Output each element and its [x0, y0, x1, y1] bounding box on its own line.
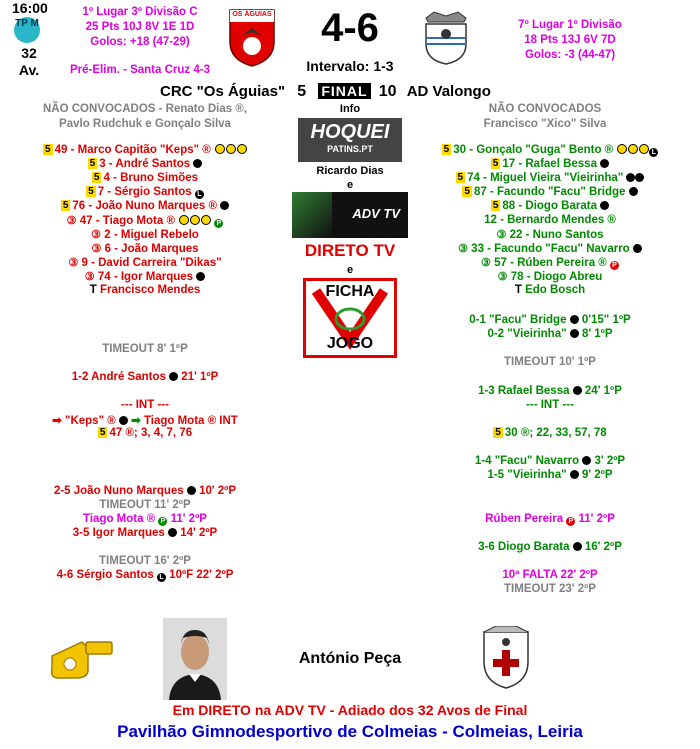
- away-absent-names: Francisco "Xico" Silva: [483, 118, 607, 130]
- home-player-row: ③ 2 - Miguel Rebelo: [91, 229, 199, 241]
- away-player-name: 87 - Facundo "Facu" Bridge: [473, 186, 626, 198]
- home-team-name: CRC "Os Águias": [160, 83, 286, 100]
- away-player-name: 12 - Bernardo Mendes ®: [484, 214, 616, 226]
- away-player-name: 88 - Diogo Barata: [502, 200, 597, 212]
- home-note: Pré-Elim. - Santa Cruz 4-3: [70, 64, 210, 76]
- home-goals: Golos: +18 (47-29): [90, 36, 190, 48]
- away-final-score: 10: [378, 83, 397, 100]
- away-player-row: ③ 33 - Facundo "Facu" Navarro: [420, 242, 680, 255]
- away-fives: 5 30 ®; 22, 33, 57, 78: [495, 427, 607, 439]
- home-player-name: 4 - Bruno Simões: [103, 172, 199, 184]
- home-player-name: Francisco Mendes: [99, 284, 201, 296]
- referee-name: António Peça: [298, 650, 402, 667]
- home-timeout: TIMEOUT 8' 1ºP: [102, 343, 188, 355]
- away-player-name: 33 - Facundo "Facu" Navarro: [471, 243, 630, 255]
- direto-tv-label: DIRETO TV: [304, 241, 396, 260]
- home-final-score: 5: [297, 83, 307, 100]
- away-goals: Golos: -3 (44-47): [524, 49, 616, 61]
- away-player-row: 5 87 - Facundo "Facu" Bridge: [420, 186, 680, 198]
- away-position: 7º Lugar 1º Divisão: [518, 19, 622, 31]
- home-player-name: 47 - Tiago Mota ®: [79, 215, 175, 227]
- away-absent-title: NÃO CONVOCADOS: [488, 103, 602, 115]
- whistle-icon: [48, 634, 114, 682]
- away-player-name: 17 - Rafael Bessa: [502, 158, 597, 170]
- away-goal-event: 1-5 "Vieirinha" 9' 2ºP: [487, 469, 613, 481]
- home-club-logo: [228, 8, 276, 68]
- home-player-name: 9 - David Carreira "Dikas": [81, 257, 222, 269]
- info-label: Info: [339, 103, 361, 115]
- home-player-row: 5 3 - André Santos: [20, 158, 270, 170]
- home-timeout: TIMEOUT 11' 2ºP: [99, 499, 191, 511]
- home-substitution: ➡ "Keps" ® ➡ Tiago Mota ® INT: [52, 415, 238, 427]
- home-absent-names: Pavlo Rudchuk e Gonçalo Silva: [59, 118, 231, 130]
- away-stats: 18 Pts 13J 6V 7D: [524, 34, 616, 46]
- home-goal-event: 1-2 André Santos 21' 1ºP: [71, 371, 219, 383]
- away-goal-event: 3-6 Diogo Barata 16' 2ºP: [478, 541, 622, 553]
- home-player-name: 76 - João Nuno Marques ®: [72, 200, 217, 212]
- home-goal-event: 4-6 Sérgio Santos L 10ºF 22' 2ºP: [56, 569, 234, 581]
- away-goal-event: 0-1 "Facu" Bridge 0'15" 1ºP: [469, 314, 631, 326]
- interval-score: Intervalo: 1-3: [306, 58, 394, 74]
- match-time: 16:00: [12, 0, 48, 16]
- sub-out-icon: ➡: [52, 415, 62, 427]
- home-absent-title: NÃO CONVOCADOS - Renato Dias ®,: [43, 103, 247, 115]
- away-goal-event: 1-3 Rafael Bessa 24' 1ºP: [478, 385, 622, 397]
- home-player-row: ③ 9 - David Carreira "Dikas": [68, 257, 222, 269]
- status-badge: FINAL: [318, 83, 370, 99]
- away-club-logo: [420, 10, 472, 66]
- credit-name: Ricardo Dias: [316, 165, 384, 177]
- ficha-logo-top: FICHA: [325, 283, 375, 300]
- away-timeout: TIMEOUT 10' 1ºP: [504, 356, 596, 368]
- and-label-1: e: [346, 179, 354, 191]
- away-team-name: AD Valongo: [406, 83, 491, 100]
- home-player-name: 6 - João Marques: [104, 243, 199, 255]
- away-player-row: ③ 57 - Rúben Pereira ® P: [420, 256, 680, 270]
- away-goal-event: 1-4 "Facu" Navarro 3' 2ºP: [474, 455, 626, 467]
- away-player-row: ③ 22 - Nuno Santos: [496, 229, 604, 241]
- away-player-row: 5 88 - Diogo Barata: [420, 200, 680, 212]
- hoquei-logo-title: HOQUEI: [310, 121, 390, 143]
- home-goal-event: 3-5 Igor Marques 14' 2ºP: [72, 527, 218, 539]
- ficha-jogo-logo[interactable]: [303, 278, 397, 358]
- home-player-row: ③ 74 - Igor Marques: [20, 270, 270, 283]
- away-player-name: 74 - Miguel Vieira "Vieirinha": [467, 172, 624, 184]
- away-interval: --- INT ---: [526, 399, 574, 411]
- away-timeout: TIMEOUT 23' 2ºP: [504, 583, 596, 595]
- home-player-row: 5 76 - João Nuno Marques ®: [20, 200, 270, 212]
- home-player-row: T Francisco Mendes: [89, 284, 201, 296]
- away-player-name: 78 - Diogo Abreu: [510, 271, 603, 283]
- home-stats: 25 Pts 10J 8V 1E 1D: [85, 21, 195, 33]
- home-position: 1º Lugar 3º Divisão C: [82, 6, 198, 18]
- away-player-row: [420, 214, 680, 226]
- and-label-2: e: [346, 264, 354, 276]
- home-player-row: 5 49 - Marco Capitão "Keps" ®: [20, 144, 270, 156]
- tpm-logo-text: TP M: [15, 18, 39, 29]
- home-player-row: 5 4 - Bruno Simões: [93, 172, 199, 184]
- federation-crest: [476, 626, 536, 690]
- adv-tv-logo-text: ADV TV: [352, 206, 400, 221]
- adv-tv-logo[interactable]: [292, 192, 408, 238]
- away-player-name: Edo Bosch: [525, 284, 586, 296]
- home-timeout: TIMEOUT 16' 2ºP: [99, 555, 191, 567]
- home-interval: --- INT ---: [121, 399, 169, 411]
- away-goal-event: 0-2 "Vieirinha" 8' 1ºP: [487, 328, 613, 340]
- home-fives: 5 47 ®; 3, 4, 7, 76: [99, 427, 193, 439]
- away-player-row: T Edo Bosch: [514, 284, 586, 296]
- away-card-event: Rúben Pereira P 11' 2ºP: [485, 513, 615, 525]
- home-player-name: 74 - Igor Marques: [97, 271, 194, 283]
- home-player-name: 49 - Marco Capitão "Keps" ®: [54, 144, 211, 156]
- home-player-name: 2 - Miguel Rebelo: [104, 229, 199, 241]
- away-player-name: 30 - Gonçalo "Guga" Bento ®: [453, 144, 614, 156]
- away-player-name: 57 - Rúben Pereira ®: [494, 257, 607, 269]
- home-goal-event: 2-5 João Nuno Marques 10' 2ºP: [53, 485, 237, 497]
- tpm-logo: [14, 17, 40, 43]
- home-player-row: ③ 47 - Tiago Mota ® P: [20, 214, 270, 228]
- home-player-row: 5 7 - Sérgio Santos L: [20, 186, 270, 199]
- round-number: 32: [21, 45, 37, 61]
- home-player-name: 3 - André Santos: [99, 158, 191, 170]
- away-player-row: 5 17 - Rafael Bessa: [420, 158, 680, 170]
- home-logo-text: OS ÁGUIAS: [232, 11, 272, 18]
- broadcast-note: Em DIRETO na ADV TV - Adiado dos 32 Avos de Final: [172, 702, 528, 718]
- referee-photo: [163, 618, 227, 700]
- away-player-row: 5 30 - Gonçalo "Guga" Bento ® L: [420, 144, 680, 157]
- round-abbr: Av.: [18, 62, 40, 78]
- venue: Pavilhão Gimnodesportivo de Colmeias - Colmeias, Leiria: [117, 722, 583, 741]
- away-player-name: 22 - Nuno Santos: [509, 229, 604, 241]
- away-foul-event: 10ª FALTA 22' 2ºP: [502, 569, 598, 581]
- home-player-name: 7 - Sérgio Santos: [97, 186, 192, 198]
- ficha-logo-bottom: JOGO: [326, 335, 374, 352]
- team-line: [160, 83, 491, 101]
- away-player-row: 5 74 - Miguel Vieira "Vieirinha": [420, 172, 680, 184]
- home-card-event: Tiago Mota ® P 11' 2ºP: [83, 513, 207, 525]
- hoquei-patins-logo[interactable]: [298, 118, 402, 162]
- home-player-row: ③ 6 - João Marques: [91, 243, 199, 255]
- away-player-row: ③ 78 - Diogo Abreu: [497, 271, 603, 283]
- match-score: 4-6: [321, 6, 379, 50]
- hoquei-logo-subtitle: PATINS.PT: [327, 144, 373, 154]
- sub-in-icon: ➡: [131, 415, 141, 427]
